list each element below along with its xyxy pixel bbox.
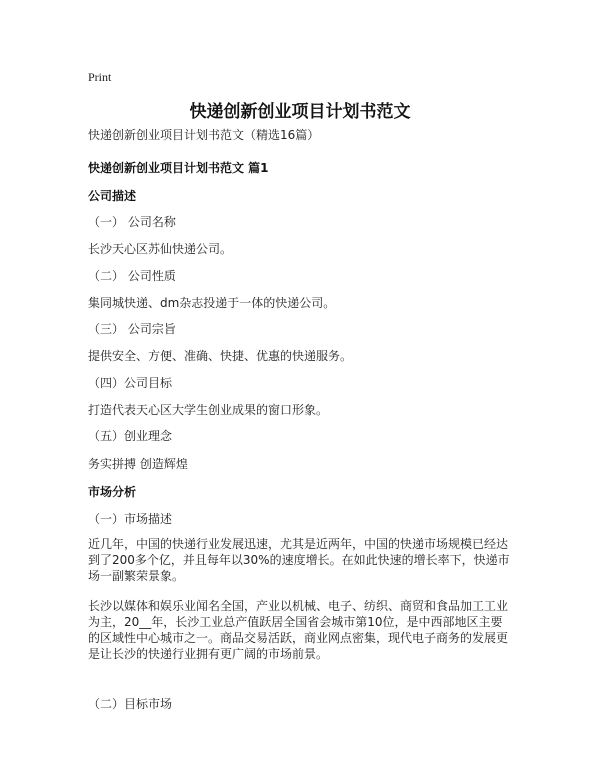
- company-goal-value: 打造代表天心区大学生创业成果的窗口形象。: [88, 403, 329, 417]
- document-title: 快递创新创业项目计划书范文: [189, 102, 411, 122]
- company-nature-label: （二） 公司性质: [88, 269, 176, 283]
- article-heading: 快递创新创业项目计划书范文 篇1: [88, 161, 269, 175]
- section-heading-company: 公司描述: [88, 189, 137, 203]
- print-link[interactable]: Print: [88, 70, 112, 84]
- section-heading-market: 市场分析: [88, 485, 137, 499]
- target-market-label: （二）目标市场: [88, 697, 173, 711]
- company-nature-value: 集同城快递、dm杂志投递于一体的快递公司。: [88, 296, 336, 310]
- market-paragraph-2: 长沙以媒体和娱乐业闻名全国，产业以机械、电子、纺织、商贸和食品加工工业为主，20__年，长沙工业总产值跃居全国省会城市第10位，是中西部地区主要的区域性中心城市之一。商品交易活跃，商业网点密集，现代电子商务的发展更是让长沙的快递行业拥有更广阔的市场前景。: [88, 599, 509, 661]
- subtitle: 快递创新创业项目计划书范文（精选16篇）: [88, 128, 320, 142]
- company-purpose-label: （三） 公司宗旨: [88, 322, 176, 336]
- market-paragraph-1: 近几年，中国的快递行业发展迅速，尤其是近两年，中国的快递市场规模已经达到了200多个亿，并且每年以30%的速度增长。在如此快速的增长率下，快递市场一副繁荣景象。: [88, 537, 510, 583]
- business-idea-value: 务实拼搏 创造辉煌: [88, 457, 188, 471]
- business-idea-label: （五）创业理念: [88, 429, 173, 443]
- company-purpose-value: 提供安全、方便、准确、快捷、优惠的快递服务。: [88, 349, 353, 363]
- company-name-value: 长沙天心区苏仙快递公司。: [88, 242, 233, 256]
- company-goal-label: （四）公司目标: [88, 376, 173, 390]
- company-name-label: （一） 公司名称: [88, 215, 176, 229]
- market-description-label: （一）市场描述: [88, 512, 173, 526]
